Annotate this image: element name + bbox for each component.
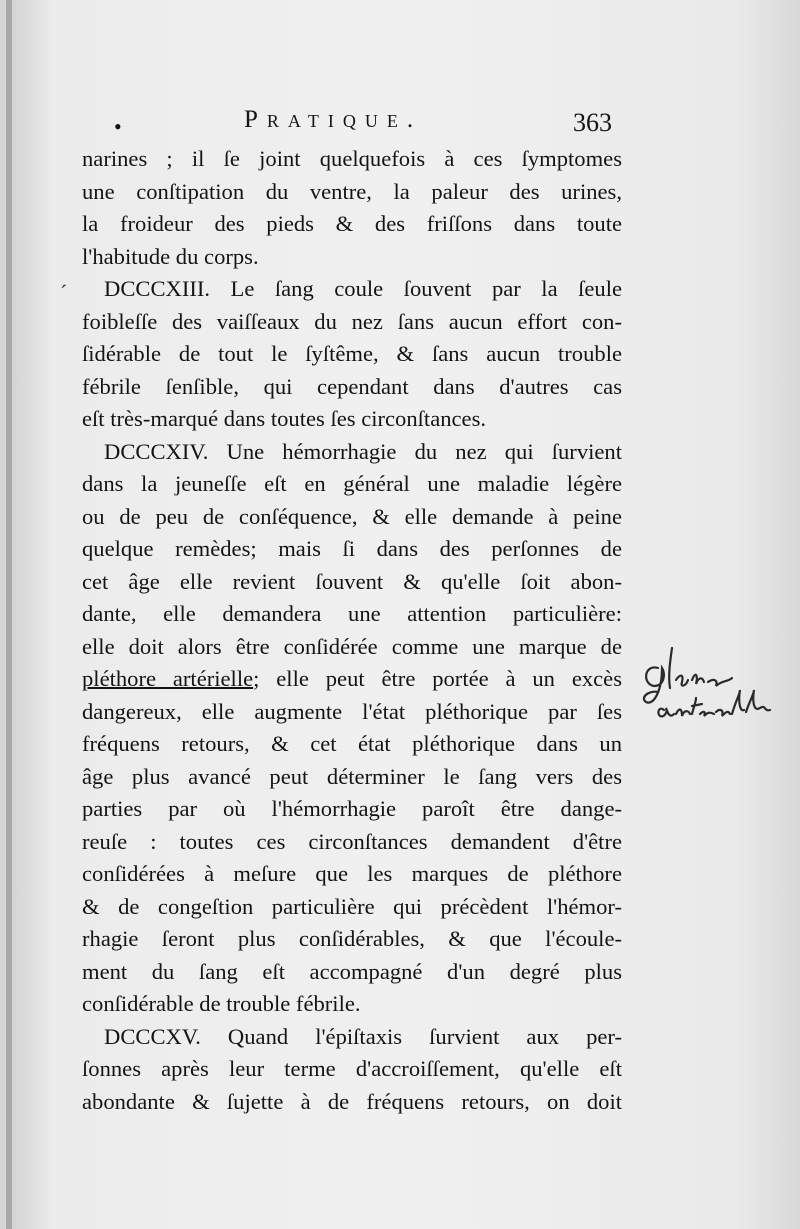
text-line: ou de peu de conſéquence, & elle demande à peine: [82, 503, 622, 529]
paragraph-start-dcccxiii: DCCCXIII. Le ſang coule ſouvent par la ſeule: [104, 276, 622, 301]
text-line: rhagie ſeront plus conſidérables, & que l'écoule-: [82, 926, 622, 951]
running-header: [0, 104, 800, 144]
ink-mark: ´: [60, 280, 68, 305]
text-line: reuſe : toutes ces circonſtances demandent d'être: [82, 828, 622, 854]
page-gutter: [6, 0, 12, 1229]
text-line: dangereux, elle augmente l'état pléthorique par ſes: [82, 698, 622, 724]
text-line: parties par où l'hémorrhagie paroît être dange-: [82, 796, 622, 821]
page-number: 363: [573, 108, 612, 137]
text-line: quelque remèdes; mais ſi dans des perſonnes de: [82, 536, 622, 561]
text-line: cet âge elle revient ſouvent & qu'elle ſoit abon-: [82, 568, 622, 594]
text-line: âge plus avancé peut déterminer le ſang vers des: [82, 763, 622, 789]
text-line: narines ; il ſe joint quelquefois à ces ſymptomes: [82, 146, 622, 171]
text-line: foibleſſe des vaiſſeaux du nez ſans aucun effort con-: [82, 308, 622, 334]
text-line: ſidérable de tout le ſyſtême, & ſans aucun trouble: [82, 341, 622, 366]
text-line: la froideur des pieds & des friſſons dans toute: [82, 211, 622, 236]
text-line: une conſtipation du ventre, la paleur des urines,: [82, 178, 622, 204]
body-text: [82, 143, 622, 1118]
underlined-line: [82, 663, 622, 696]
text-line: dans la jeuneſſe eſt en général une maladie légère: [82, 471, 622, 496]
line-remainder: ; elle peut être portée à un excès: [253, 666, 622, 691]
header-marker: •: [114, 114, 122, 139]
text-line: conſidérées à meſure que les marques de pléthore: [82, 861, 622, 886]
text-line: elle doit alors être conſidérée comme une marque de: [82, 633, 622, 659]
text-line: fébrile ſenſible, qui cependant dans d'autres cas: [82, 373, 622, 399]
text-line: ment du ſang eſt accompagné d'un degré plus: [82, 958, 622, 984]
running-title: Pratique.: [244, 106, 423, 133]
text-line: dante, elle demandera une attention particulière:: [82, 601, 622, 626]
handwritten-margin-note: [636, 640, 786, 750]
text-line: l'habitude du corps.: [82, 243, 259, 269]
text-line: abondante & ſujette à de fréquens retours, on doit: [82, 1088, 622, 1114]
text-line: eſt très-marqué dans toutes ſes circonſtances.: [82, 406, 487, 431]
text-line: fréquens retours, & cet état pléthorique dans un: [82, 731, 622, 756]
paragraph-start-dcccxv: DCCCXV. Quand l'épiſtaxis ſurvient aux per-: [104, 1023, 622, 1049]
paragraph-start-dcccxiv: DCCCXIV. Une hémorrhagie du nez qui ſurvient: [104, 438, 622, 464]
underlined-phrase: pléthore artérielle: [82, 666, 254, 691]
text-line: & de congeſtion particulière qui précèdent l'hémor-: [82, 893, 622, 919]
text-line: ſonnes après leur terme d'accroiſſement, qu'elle eſt: [82, 1056, 622, 1081]
text-line: conſidérable de trouble fébrile.: [82, 991, 361, 1016]
